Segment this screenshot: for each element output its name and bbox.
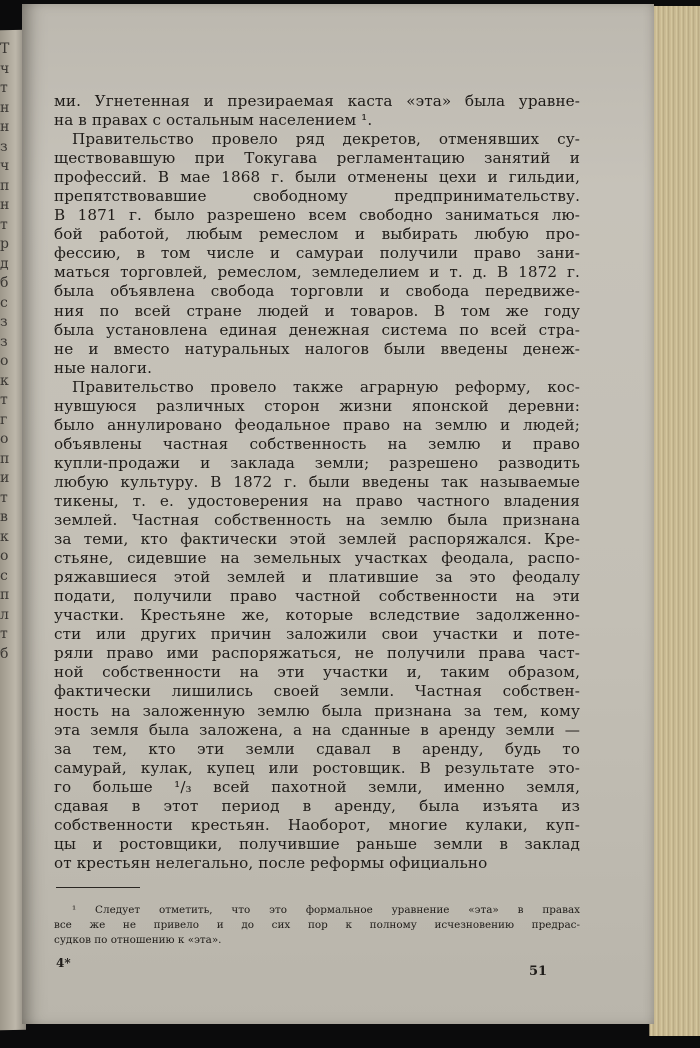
body-line: цы и ростовщики, получившие раньше земли в заклад xyxy=(54,834,580,853)
left-page-fragment: к xyxy=(0,372,9,389)
body-line: подати, получили право частной собственности на эти xyxy=(54,587,580,606)
left-page-fragment: п xyxy=(0,450,10,467)
body-line: фессию, в том числе и самураи получили право зани- xyxy=(54,244,580,263)
left-page-fragment: т xyxy=(0,216,8,233)
left-page-fragment: п xyxy=(0,587,10,603)
body-line: ми. Угнетенная и презираемая каста «эта» была уравне- xyxy=(54,92,580,110)
body-line: участки. Крестьяне же, которые вследствие задолженно- xyxy=(54,606,580,625)
body-line: бой работой, любым ремеслом и выбирать любую про- xyxy=(54,225,580,244)
body-line: Правительство провело ряд декретов, отменявших су- xyxy=(72,130,580,149)
body-line: препятствовавшие свободному предпринимательству. xyxy=(54,187,580,206)
left-page-fragment: з xyxy=(0,314,8,330)
body-line: сдавая в этот период в аренду, была изъята из xyxy=(54,796,580,815)
left-page-fragment: п xyxy=(0,177,10,194)
left-page-fragment: к xyxy=(0,528,9,545)
left-page-fragment: о xyxy=(0,548,9,564)
left-page-fragment: б xyxy=(0,275,9,291)
left-page-fragment: т xyxy=(0,489,8,506)
body-line: Правительство провело также аграрную реформу, кос- xyxy=(72,377,580,396)
body-line: самурай, кулак, купец или ростовщик. В результате это- xyxy=(54,758,580,777)
left-page-fragment: Т xyxy=(0,41,10,57)
left-page-fragment: т xyxy=(0,626,8,642)
body-line: фактически лишились своей земли. Частная собствен- xyxy=(54,682,580,701)
left-page-fragment: л xyxy=(0,606,9,623)
left-page-fragment: д xyxy=(0,255,9,272)
left-page-fragment: и xyxy=(0,470,10,486)
body-line: эта земля была заложена, а на сданные в аренду земли — xyxy=(54,720,580,739)
footnote-line: ¹ Следует отметить, что это формальное уравнение «эта» в правах xyxy=(72,904,580,916)
left-page-fragment: н xyxy=(0,99,10,116)
left-page-fragment: с xyxy=(0,294,8,311)
body-line: сти или других причин заложили свои участки и поте- xyxy=(54,625,580,644)
left-page-fragment: с xyxy=(0,567,8,584)
left-page-fragment: ч xyxy=(0,60,10,77)
footnote-line: все же не привело и до сих пор к полному исчезновению предрас- xyxy=(54,918,580,931)
body-line: В 1871 г. было разрешено всем свободно заниматься лю- xyxy=(54,206,580,225)
left-page-fragment: н xyxy=(0,197,10,213)
body-line: ные налоги. xyxy=(54,358,153,377)
left-page-fragment: о xyxy=(0,431,9,447)
body-line: была установлена единая денежная система по всей стра- xyxy=(54,320,580,339)
body-line: собственности крестьян. Наоборот, многие кулаки, куп- xyxy=(54,815,580,834)
left-page-fragment: о xyxy=(0,353,9,369)
body-line: го больше ¹/₃ всей пахотной земли, именно земля, xyxy=(54,777,580,796)
body-line: было аннулировано феодальное право на землю и людей; xyxy=(54,415,580,434)
footnote-divider xyxy=(56,887,140,888)
printer-signature-mark: 4* xyxy=(56,956,71,970)
body-line: за теми, кто фактически этой землей распоряжался. Кре- xyxy=(54,530,580,549)
body-line: ния по всей стране людей и товаров. В том же году xyxy=(54,301,580,320)
body-line: за тем, кто эти земли сдавал в аренду, будь то xyxy=(54,739,580,758)
body-line: от крестьян нелегально, после реформы официально xyxy=(54,853,488,872)
left-page-text-fragments xyxy=(0,40,24,1020)
body-line: любую культуру. В 1872 г. были введены так называемые xyxy=(54,472,580,491)
page-number: 51 xyxy=(529,964,548,979)
body-line: землей. Частная собственность на землю была признана xyxy=(54,511,580,530)
body-line: нувшуюся различных сторон жизни японской деревни: xyxy=(54,396,580,415)
body-line: была объявлена свобода торговли и свобода передвиже- xyxy=(54,282,580,301)
body-line: стьяне, сидевшие на земельных участках феодала, распо- xyxy=(54,549,580,568)
left-page-fragment: р xyxy=(0,236,9,252)
footnote-line: судков по отношению к «эта». xyxy=(54,933,222,946)
body-line: ществовавшую при Токугава регламентацию занятий и xyxy=(54,149,580,168)
body-line: профессий. В мае 1868 г. были отменены цехи и гильдии, xyxy=(54,168,580,187)
page-stack-edges xyxy=(649,6,700,1036)
footnote xyxy=(54,903,580,947)
body-line: ряжавшиеся этой землей и платившие за это феодалу xyxy=(54,568,580,587)
left-page-fragment: т xyxy=(0,80,8,96)
left-page-fragment: в xyxy=(0,509,8,525)
body-line: тикены, т. е. удостоверения на право частного владения xyxy=(54,491,580,510)
body-line: ной собственности на эти участки и, таким образом, xyxy=(54,663,580,682)
left-page-fragment: н xyxy=(0,119,10,135)
left-page-fragment: г xyxy=(0,411,8,428)
body-line: не и вместо натуральных налогов были введены денеж- xyxy=(54,339,580,358)
book-page xyxy=(22,4,654,1024)
body-line: ность на заложенную землю была признана за тем, кому xyxy=(54,701,580,720)
left-page-fragment: з xyxy=(0,333,8,350)
left-page-fragment: б xyxy=(0,645,9,662)
body-text xyxy=(54,92,580,873)
left-page-fragment: т xyxy=(0,392,8,408)
left-page-fragment: ч xyxy=(0,158,10,174)
body-line: ряли право ими распоряжаться, не получили права част- xyxy=(54,644,580,663)
left-page-fragment: з xyxy=(0,138,8,155)
body-line: купли-продажи и заклада земли; разрешено разводить xyxy=(54,453,580,472)
body-line: объявлены частная собственность на землю и право xyxy=(54,434,580,453)
body-line: на в правах с остальным населением ¹. xyxy=(54,111,373,130)
body-line: маться торговлей, ремеслом, земледелием и т. д. В 1872 г. xyxy=(54,263,580,282)
